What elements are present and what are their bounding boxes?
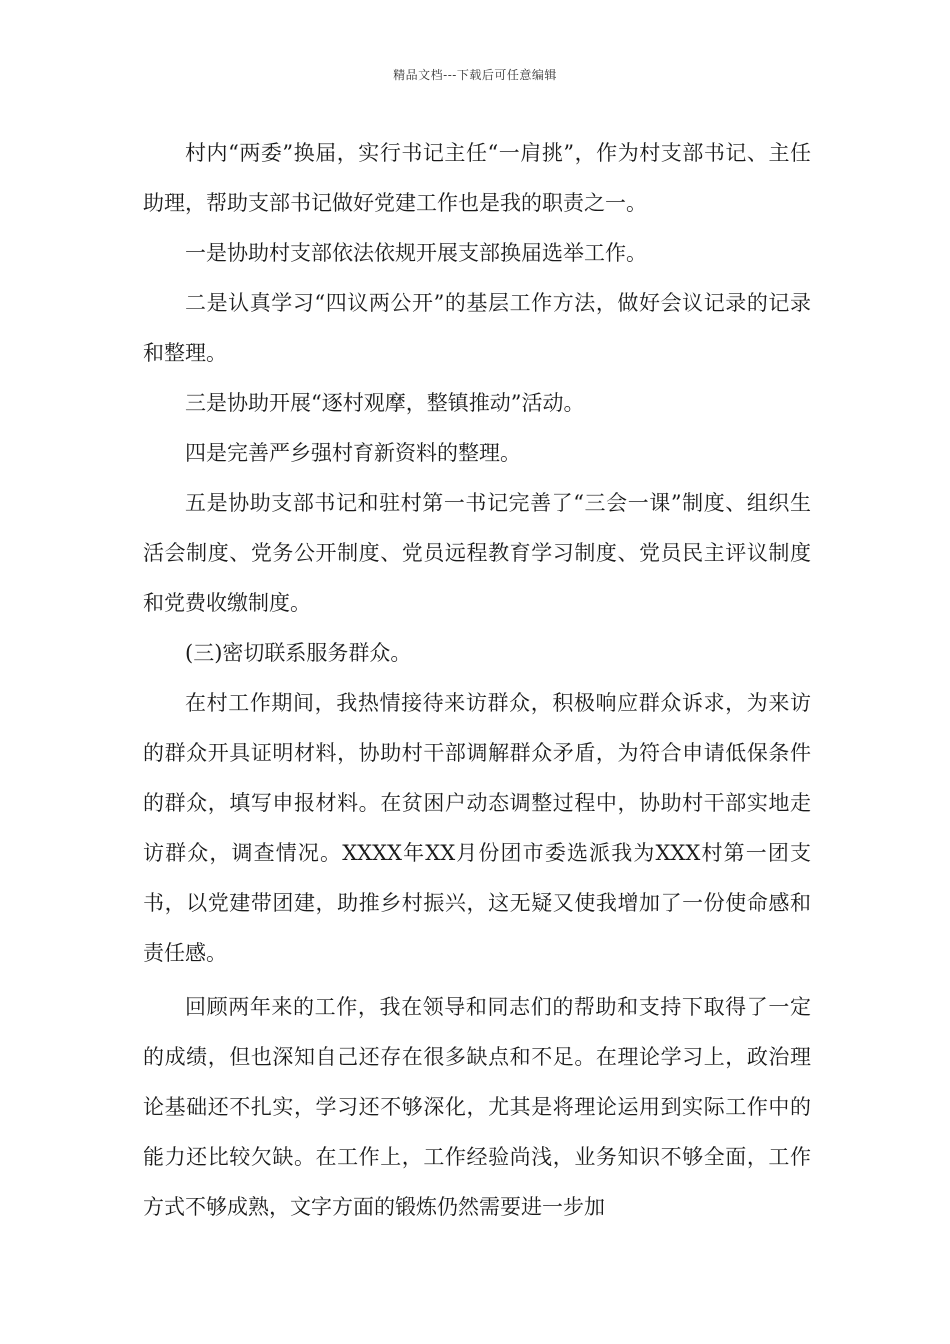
paragraph: 村内“两委”换届，实行书记主任“一肩挑”，作为村支部书记、主任助理，帮助支部书记做好党建工作也是我的职责之一。 xyxy=(143,141,811,215)
paragraph: 五是协助支部书记和驻村第一书记完善了“三会一课”制度、组织生活会制度、党务公开制度、党员远程教育学习制度、党员民主评议制度和党费收缴制度。 xyxy=(143,491,811,615)
section-heading: (三)密切联系服务群众。 xyxy=(185,641,412,665)
paragraph: 回顾两年来的工作，我在领导和同志们的帮助和支持下取得了一定的成绩，但也深知自己还存在很多缺点和不足。在理论学习上，政治理论基础还不扎实，学习还不够深化，尤其是将理论运用到实际工作中的能力还比较欠缺。在工作上，工作经验尚浅，业务知识不够全面，工作方式不够成熟，文字方面的锻炼仍然需要进一步加 xyxy=(143,995,811,1219)
page-header: 精品文档---下载后可任意编辑 xyxy=(393,68,557,82)
paragraph: 三是协助开展“逐村观摩，整镇推动”活动。 xyxy=(185,391,585,415)
paragraph: 一是协助村支部依法依规开展支部换届选举工作。 xyxy=(185,241,647,265)
document-body xyxy=(143,128,811,1232)
paragraph: 四是完善严乡强村育新资料的整理。 xyxy=(185,441,521,465)
paragraph: 在村工作期间，我热情接待来访群众，积极响应群众诉求，为来访的群众开具证明材料，协助村干部调解群众矛盾，为符合申请低保条件的群众，填写申报材料。在贫困户动态调整过程中，协助村干部实地走访群众，调查情况。XXXX年XX月份团市委选派我为XXX村第一团支书，以党建带团建，助推乡村振兴，这无疑又使我增加了一份使命感和责任感。 xyxy=(143,691,811,965)
paragraph: 二是认真学习“四议两公开”的基层工作方法，做好会议记录的记录和整理。 xyxy=(143,291,811,365)
